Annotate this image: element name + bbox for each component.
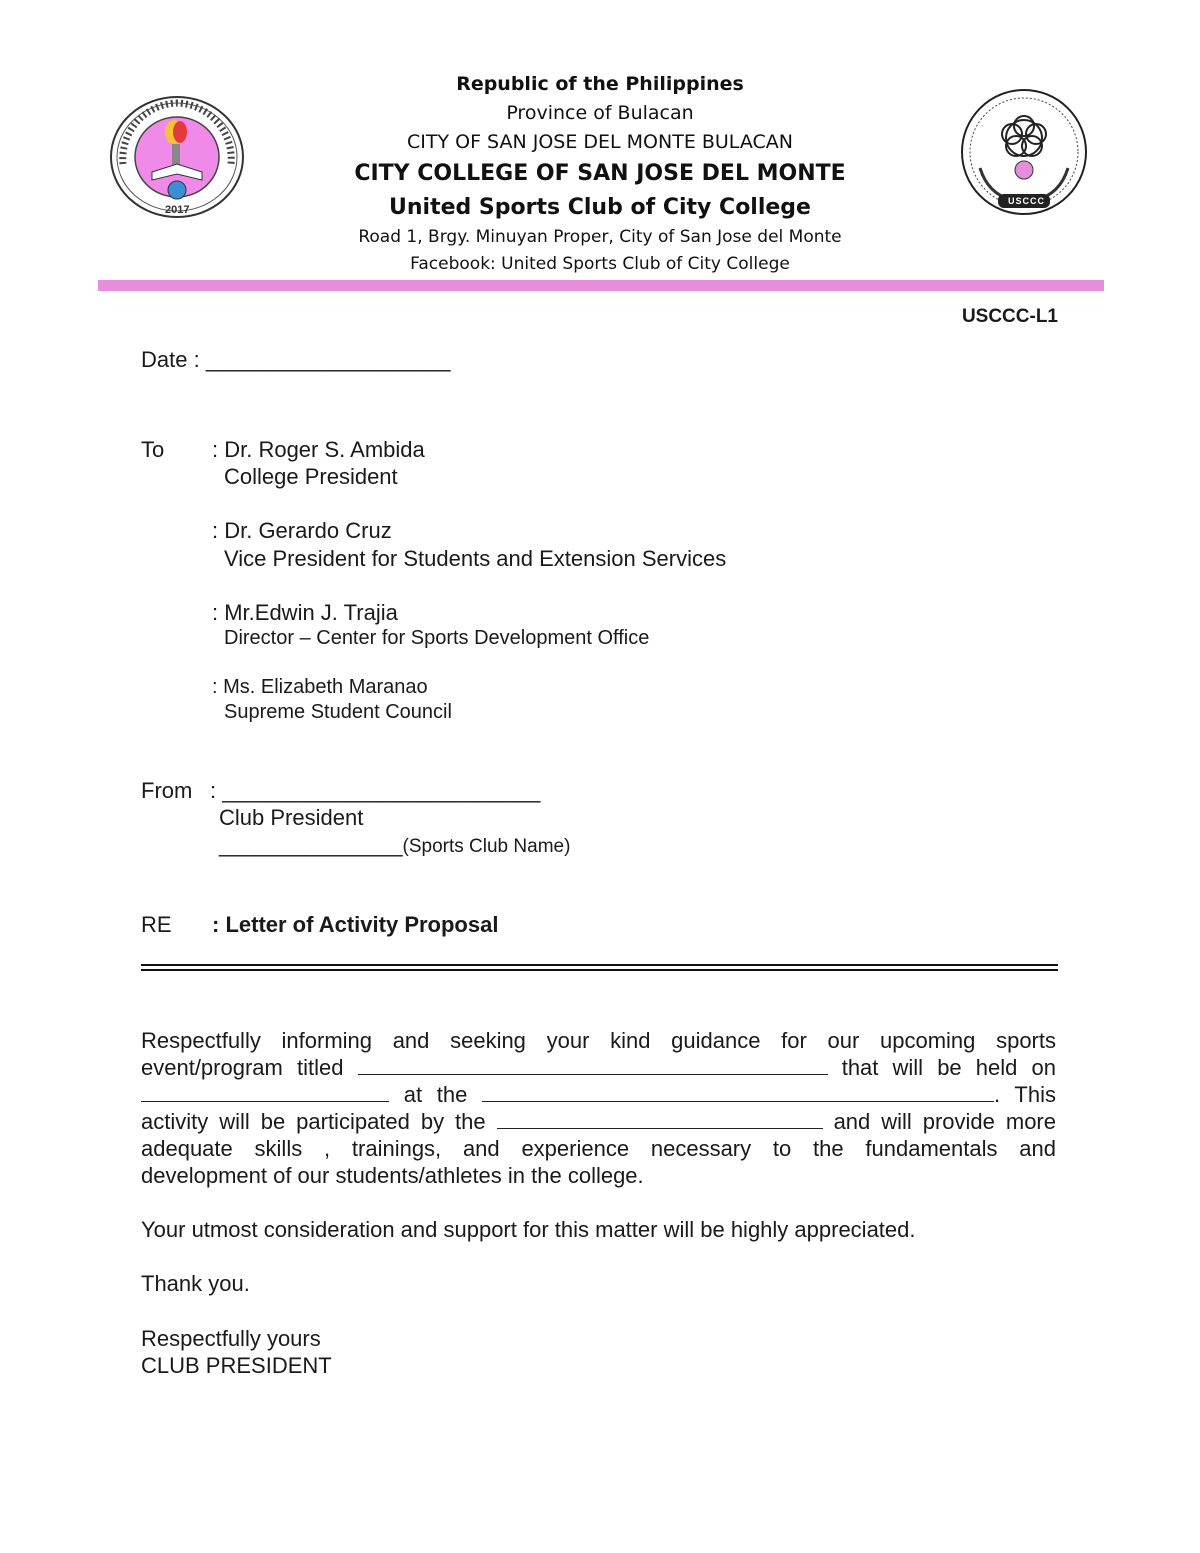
recipient-title: Supreme Student Council bbox=[224, 701, 452, 723]
body-text: that will be held on bbox=[841, 1055, 1056, 1080]
subject-rule-top bbox=[141, 964, 1058, 966]
letterhead-address: Road 1, Brgy. Minuyan Proper, City of San Jose del Monte bbox=[358, 227, 842, 247]
appreciation-text: Your utmost consideration and support for this matter will be highly appreciated. bbox=[141, 1217, 916, 1242]
from-title: Club President bbox=[219, 805, 364, 830]
body-line: adequate skills , trainings, and experience necessary to the fundamentals and bbox=[141, 1136, 1056, 1161]
subject-rule-bottom bbox=[141, 969, 1058, 971]
letterhead-facebook: Facebook: United Sports Club of City College bbox=[410, 254, 790, 274]
letterhead-club: United Sports Club of City College bbox=[389, 195, 811, 220]
from-blank: : __________________________ bbox=[210, 778, 541, 803]
recipient-name: : Ms. Elizabeth Maranao bbox=[212, 676, 428, 698]
event-title-blank bbox=[358, 1056, 828, 1075]
letterhead-republic: Republic of the Philippines bbox=[456, 73, 744, 95]
club-name-blank: _______________ bbox=[219, 832, 403, 857]
seal-year: 2017 bbox=[165, 204, 190, 216]
body-text: and will provide more bbox=[833, 1109, 1056, 1134]
body-line: Respectfully informing and seeking your kind guidance for our upcoming sports bbox=[141, 1028, 1056, 1053]
body-text: at the bbox=[403, 1082, 468, 1107]
event-date-blank bbox=[141, 1083, 389, 1102]
recipient-title: Director – Center for Sports Development Office bbox=[224, 627, 650, 649]
body-line bbox=[141, 1081, 1056, 1108]
body-text: event/program titled bbox=[141, 1055, 344, 1080]
date-blank: ____________________ bbox=[205, 347, 451, 372]
body-line bbox=[141, 1108, 1056, 1135]
event-venue-blank bbox=[482, 1083, 994, 1102]
letterhead-city: CITY OF SAN JOSE DEL MONTE BULACAN bbox=[407, 131, 793, 153]
body-text: . This bbox=[994, 1082, 1056, 1107]
body-line bbox=[141, 1054, 1056, 1081]
letterhead-province: Province of Bulacan bbox=[506, 102, 694, 124]
recipient-title: College President bbox=[224, 464, 398, 489]
thank-you-text: Thank you. bbox=[141, 1271, 250, 1296]
document-code: USCCC-L1 bbox=[961, 306, 1058, 327]
re-subject: : Letter of Activity Proposal bbox=[212, 912, 499, 937]
re-label: RE bbox=[141, 912, 172, 937]
recipient-name: : Dr. Gerardo Cruz bbox=[212, 518, 392, 543]
letterhead-college: CITY COLLEGE OF SAN JOSE DEL MONTE bbox=[354, 161, 846, 186]
recipient-name: : Mr.Edwin J. Trajia bbox=[212, 600, 398, 625]
signatory-text: CLUB PRESIDENT bbox=[141, 1353, 332, 1378]
body-paragraph bbox=[141, 1027, 1056, 1189]
closing-text: Respectfully yours bbox=[141, 1326, 321, 1351]
from-label: From bbox=[141, 778, 193, 803]
letterhead-divider bbox=[98, 280, 1104, 291]
participants-blank bbox=[497, 1110, 823, 1129]
to-label: To bbox=[141, 437, 165, 462]
recipient-name: : Dr. Roger S. Ambida bbox=[212, 437, 425, 462]
seal-banner-text: USCCC bbox=[1008, 196, 1046, 206]
club-name-line bbox=[219, 831, 570, 860]
recipient-title: Vice President for Students and Extension Services bbox=[224, 546, 727, 571]
club-name-hint: (Sports Club Name) bbox=[402, 836, 571, 857]
body-text: activity will be participated by the bbox=[141, 1109, 486, 1134]
college-seal-logo bbox=[108, 94, 246, 220]
body-line: development of our students/athletes in the college. bbox=[141, 1163, 644, 1188]
date-line bbox=[141, 346, 451, 373]
date-label: Date : bbox=[141, 347, 200, 372]
